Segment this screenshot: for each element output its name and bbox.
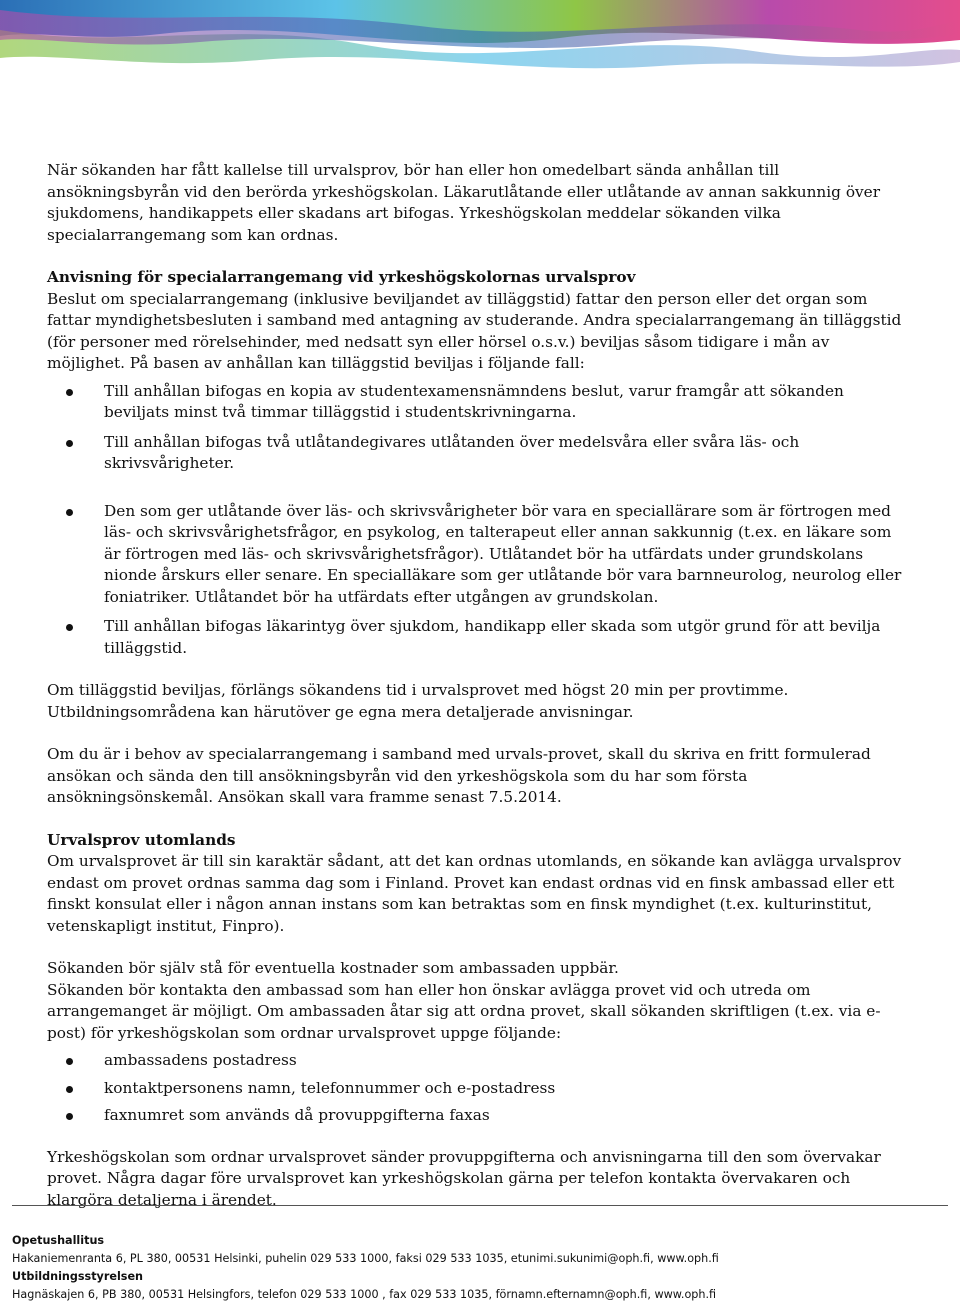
list-item: faxnumret som används då provuppgifterna faxas (47, 1105, 907, 1127)
footer-org-finnish: Opetushallitus (12, 1234, 105, 1247)
footer-address-finnish: Hakaniemenranta 6, PL 380, 00531 Helsinki, puhelin 029 533 1000, faksi 029 533 1035, etunimi.sukunimi@oph.fi, www.oph.fi (12, 1252, 719, 1265)
special-arrangements-text: Beslut om specialarrangemang (inklusive beviljandet av tilläggstid) fattar den person eller det organ som fattar myndighetsbesluten i samband med antagning av studerande. Andra specialarrangemang än tilläggstid (för personer med rörelsehinder, med nedsatt syn eller hörsel o.s.v.) beviljas såsom tidigare i mån av möjlighet. På basen av anhållan kan tilläggstid beviljas i följande fall: (47, 289, 902, 372)
closing-paragraph: Yrkeshögskolan som ordnar urvalsprovet sänder provuppgifterna och anvisningarna till den som övervakar provet. Några dagar före urvalsprovet kan yrkeshögskolan gärna per telefon kontakta övervakaren och klargöra detaljerna i ärendet. (47, 1147, 881, 1209)
footer-address-swedish: Hagnäskajen 6, PB 380, 00531 Helsingfors, telefon 029 533 1000 , fax 029 533 1035, förnamn.efternamn@oph.fi, www.oph.fi (12, 1288, 717, 1301)
header-banner (0, 0, 960, 78)
list-item: Till anhållan bifogas läkarintyg över sjukdom, handikapp eller skada som utgör grund för att bevilja tilläggstid. (47, 616, 907, 659)
application-paragraph: Om du är i behov av specialarrangemang i samband med urvals-provet, skall du skriva en fritt formulerad ansökan och sända den till ansökningsbyrån vid den yrkeshögskola som du har som första ansökningsönskemål. Ansökan skall vara framme senast 7.5.2014. (47, 745, 871, 806)
footer-org-swedish: Utbildningsstyrelsen (12, 1270, 143, 1283)
document-body (47, 160, 907, 1232)
list-item: Den som ger utlåtande över läs- och skrivsvårigheter bör vara en speciallärare som är förtrogen med läs- och skrivsvårighetsfrågor, en psykolog, en talterapeut eller annan sakkunnig (t.ex. en läkare som är förtrogen med läs- och skrivsvårighetsfrågor). Utlåtandet bör ha utfärdats under grundskolans nionde årskurs eller senare. En specialläkare som ger utlåtande bör vara barnneurolog, neurolog eller foniatriker. Utlåtandet bör ha utfärdats efter utgången av grundskolan. (47, 501, 907, 609)
embassy-info-list (47, 1050, 907, 1127)
list-item: kontaktpersonens namn, telefonnummer och e-postadress (47, 1078, 907, 1100)
abroad-paragraph (47, 830, 907, 938)
special-arrangements-paragraph (47, 267, 907, 375)
embassy-paragraph (47, 958, 907, 1044)
special-arrangements-heading: Anvisning för specialarrangemang vid yrkeshögskolornas urvalsprov (47, 268, 636, 286)
list-item: Till anhållan bifogas en kopia av studentexamensnämndens beslut, varur framgår att sökanden beviljats minst två timmar tilläggstid i studentskrivningarna. (47, 381, 907, 424)
list-item: ambassadens postadress (47, 1050, 907, 1072)
extra-time-paragraph: Om tilläggstid beviljas, förlängs sökandens tid i urvalsprovet med högst 20 min per provtimme. Utbildningsområdena kan härutöver ge egna mera detaljerade anvisningar. (47, 681, 789, 721)
abroad-heading: Urvalsprov utomlands (47, 830, 236, 849)
extra-time-criteria-list (47, 381, 907, 660)
decorative-ribbon-graphic (0, 0, 960, 78)
embassy-contact-text: Sökanden bör kontakta den ambassad som han eller hon önskar avlägga provet vid och utreda om arrangemanget är möjligt. Om ambassaden åtar sig att ordna provet, skall sökanden skriftligen (t.ex. via e-post) för yrkeshögskolan som ordnar urvalsprovet uppge följande: (47, 980, 881, 1042)
footer (12, 1205, 948, 1304)
costs-line: Sökanden bör själv stå för eventuella kostnader som ambassaden uppbär. (47, 959, 619, 977)
intro-paragraph: När sökanden har fått kallelse till urvalsprov, bör han eller hon omedelbart sända anhållan till ansökningsbyrån vid den berörda yrkeshögskolan. Läkarutlåtande eller utlåtande av annan sakkunnig över sjukdomens, handikappets eller skadans art bifogas. Yrkeshögskolan meddelar sökanden vilka specialarrangemang som kan ordnas. (47, 161, 881, 244)
list-item: Till anhållan bifogas två utlåtandegivares utlåtanden över medelsvåra eller svåra läs- och skrivsvårigheter. (47, 432, 907, 475)
abroad-text: Om urvalsprovet är till sin karaktär sådant, att det kan ordnas utomlands, en sökande kan avlägga urvalsprov endast om provet ordnas samma dag som i Finland. Provet kan endast ordnas vid en finsk ambassad eller ett finskt konsulat eller i någon annan instans som kan betraktas som en finsk myndighet (t.ex. kulturinstitut, vetenskapligt institut, Finpro). (47, 852, 902, 935)
